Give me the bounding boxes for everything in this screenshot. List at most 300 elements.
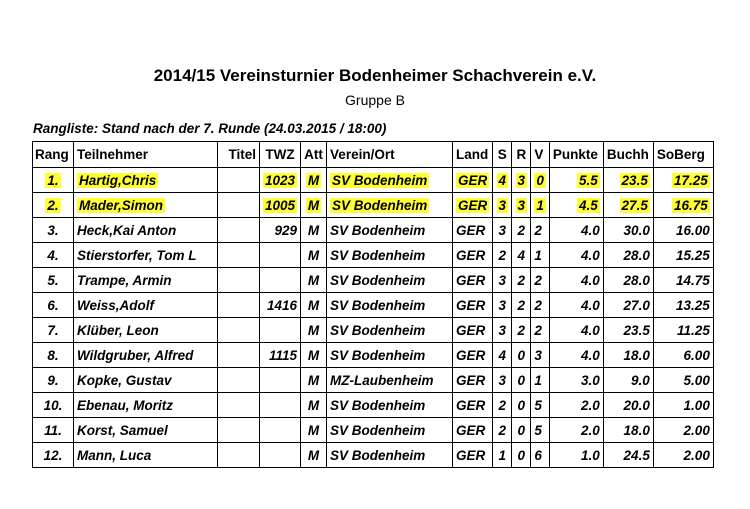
standings-table xyxy=(32,141,714,468)
cell-twz-text: 1005 xyxy=(265,197,296,213)
cell-v xyxy=(531,293,550,318)
cell-soberg xyxy=(653,393,713,418)
cell-buchh xyxy=(603,318,653,343)
cell-titel xyxy=(218,218,260,243)
cell-soberg xyxy=(653,343,713,368)
cell-r xyxy=(512,243,531,268)
cell-buchh-text: 24.5 xyxy=(623,447,650,463)
cell-titel xyxy=(218,343,260,368)
table-row xyxy=(33,368,714,393)
cell-titel xyxy=(218,443,260,468)
cell-land xyxy=(453,318,493,343)
cell-verein-text: SV Bodenheim xyxy=(332,172,428,188)
cell-rang-text: 9. xyxy=(47,372,59,388)
cell-titel xyxy=(218,168,260,193)
cell-verein xyxy=(327,393,453,418)
cell-s-text: 4 xyxy=(498,347,507,363)
cell-v xyxy=(531,218,550,243)
cell-twz xyxy=(260,343,301,368)
cell-s-text: 4 xyxy=(498,172,507,188)
col-header-titel: Titel xyxy=(218,142,260,168)
cell-soberg-text: 5.00 xyxy=(683,372,710,388)
cell-verein-text: SV Bodenheim xyxy=(330,397,426,413)
cell-verein-text: SV Bodenheim xyxy=(330,222,426,238)
cell-att-text: M xyxy=(307,197,320,213)
cell-r xyxy=(512,368,531,393)
cell-att xyxy=(301,268,327,293)
cell-verein-text: SV Bodenheim xyxy=(330,347,426,363)
cell-v-text: 2 xyxy=(534,297,542,313)
cell-punkte-text: 4.0 xyxy=(581,297,600,313)
cell-rang-text: 11. xyxy=(44,422,62,438)
cell-twz xyxy=(260,318,301,343)
cell-land xyxy=(453,168,493,193)
cell-rang-text: 3. xyxy=(47,222,59,238)
cell-land-text: GER xyxy=(458,172,488,188)
cell-titel xyxy=(218,243,260,268)
cell-v xyxy=(531,193,550,218)
cell-name xyxy=(74,443,218,468)
cell-twz xyxy=(260,268,301,293)
cell-rang xyxy=(33,418,74,443)
cell-buchh-text: 28.0 xyxy=(623,247,650,263)
cell-twz-text: 1115 xyxy=(269,347,298,363)
cell-verein xyxy=(327,293,453,318)
cell-rang xyxy=(33,218,74,243)
table-row xyxy=(33,418,714,443)
cell-v-text: 3 xyxy=(534,347,542,363)
cell-rang xyxy=(33,243,74,268)
col-header-land: Land xyxy=(453,142,493,168)
cell-titel xyxy=(218,193,260,218)
group-label: Gruppe B xyxy=(345,92,405,108)
cell-att xyxy=(301,243,327,268)
cell-verein xyxy=(327,418,453,443)
cell-name-text: Korst, Samuel xyxy=(77,422,168,438)
cell-name-text: Weiss,Adolf xyxy=(77,297,155,313)
table-row xyxy=(33,318,714,343)
cell-r xyxy=(512,218,531,243)
cell-twz xyxy=(260,443,301,468)
cell-land xyxy=(453,443,493,468)
cell-rang xyxy=(33,168,74,193)
cell-soberg-text: 2.00 xyxy=(683,422,710,438)
cell-punkte xyxy=(549,293,603,318)
cell-verein xyxy=(327,243,453,268)
cell-punkte xyxy=(549,168,603,193)
cell-name xyxy=(74,393,218,418)
cell-s xyxy=(493,318,512,343)
cell-r xyxy=(512,443,531,468)
cell-att-text: M xyxy=(307,447,320,463)
cell-land-text: GER xyxy=(456,397,486,413)
cell-verein xyxy=(327,343,453,368)
cell-att xyxy=(301,218,327,243)
cell-soberg-text: 17.25 xyxy=(674,172,708,188)
cell-name xyxy=(74,218,218,243)
cell-r xyxy=(512,343,531,368)
cell-buchh xyxy=(603,443,653,468)
col-header-r: R xyxy=(512,142,531,168)
cell-r-text: 0 xyxy=(517,422,526,438)
cell-v-text: 2 xyxy=(534,272,542,288)
cell-punkte-text: 4.0 xyxy=(581,272,600,288)
cell-v-text: 1 xyxy=(534,247,542,263)
cell-buchh-text: 18.0 xyxy=(623,422,650,438)
col-header-teilnehmer: Teilnehmer xyxy=(74,142,218,168)
cell-punkte-text: 4.5 xyxy=(579,197,598,213)
cell-name xyxy=(74,243,218,268)
cell-att xyxy=(301,443,327,468)
cell-land-text: GER xyxy=(456,447,486,463)
cell-name-text: Heck,Kai Anton xyxy=(77,222,177,238)
cell-name-text: Trampe, Armin xyxy=(77,272,172,288)
cell-name-text: Mader,Simon xyxy=(79,197,164,213)
cell-punkte xyxy=(549,393,603,418)
cell-punkte-text: 2.0 xyxy=(581,422,600,438)
cell-name-text: Hartig,Chris xyxy=(79,172,157,188)
cell-v xyxy=(531,168,550,193)
col-header-soberg: SoBerg xyxy=(653,142,713,168)
cell-v xyxy=(531,418,550,443)
cell-soberg-text: 6.00 xyxy=(683,347,710,363)
cell-r xyxy=(512,318,531,343)
cell-name xyxy=(74,168,218,193)
cell-verein xyxy=(327,443,453,468)
cell-r-text: 3 xyxy=(517,172,526,188)
cell-verein-text: SV Bodenheim xyxy=(330,322,426,338)
cell-punkte-text: 4.0 xyxy=(581,347,600,363)
cell-land xyxy=(453,293,493,318)
cell-titel xyxy=(218,418,260,443)
cell-punkte xyxy=(549,193,603,218)
cell-v-text: 1 xyxy=(536,197,544,213)
cell-buchh-text: 28.0 xyxy=(623,272,650,288)
col-header-punkte: Punkte xyxy=(549,142,603,168)
cell-rang-text: 2. xyxy=(47,197,59,213)
cell-att-text: M xyxy=(307,222,320,238)
cell-rang xyxy=(33,318,74,343)
cell-att xyxy=(301,318,327,343)
cell-punkte xyxy=(549,218,603,243)
cell-att-text: M xyxy=(307,297,320,313)
cell-verein xyxy=(327,218,453,243)
cell-rang xyxy=(33,268,74,293)
cell-punkte xyxy=(549,243,603,268)
cell-soberg-text: 13.25 xyxy=(676,297,710,313)
cell-soberg xyxy=(653,368,713,393)
cell-name xyxy=(74,418,218,443)
cell-name-text: Wildgruber, Alfred xyxy=(77,347,194,363)
cell-soberg xyxy=(653,293,713,318)
cell-name xyxy=(74,293,218,318)
cell-att xyxy=(301,393,327,418)
col-header-s: S xyxy=(493,142,512,168)
cell-buchh xyxy=(603,193,653,218)
cell-name-text: Stierstorfer, Tom L xyxy=(77,247,197,263)
cell-att-text: M xyxy=(307,347,320,363)
cell-att xyxy=(301,293,327,318)
cell-att xyxy=(301,368,327,393)
cell-buchh xyxy=(603,168,653,193)
cell-att xyxy=(301,193,327,218)
cell-s-text: 3 xyxy=(498,372,507,388)
cell-soberg-text: 2.00 xyxy=(683,447,710,463)
cell-soberg xyxy=(653,193,713,218)
cell-rang-text: 7. xyxy=(47,322,59,338)
cell-r-text: 2 xyxy=(517,222,526,238)
cell-buchh xyxy=(603,393,653,418)
cell-land xyxy=(453,193,493,218)
cell-s xyxy=(493,368,512,393)
cell-punkte-text: 4.0 xyxy=(581,247,600,263)
cell-punkte-text: 5.5 xyxy=(579,172,598,188)
cell-land xyxy=(453,343,493,368)
cell-land xyxy=(453,218,493,243)
cell-s xyxy=(493,343,512,368)
cell-rang xyxy=(33,443,74,468)
cell-land-text: GER xyxy=(456,347,486,363)
cell-soberg-text: 16.00 xyxy=(676,222,710,238)
table-row xyxy=(33,293,714,318)
cell-att-text: M xyxy=(307,422,320,438)
cell-buchh xyxy=(603,368,653,393)
cell-buchh xyxy=(603,293,653,318)
cell-att xyxy=(301,418,327,443)
cell-v-text: 5 xyxy=(534,397,542,413)
cell-r-text: 2 xyxy=(517,272,526,288)
table-row xyxy=(33,193,714,218)
cell-punkte-text: 1.0 xyxy=(581,447,600,463)
cell-rang xyxy=(33,193,74,218)
cell-verein xyxy=(327,193,453,218)
cell-verein xyxy=(327,318,453,343)
cell-buchh-text: 27.0 xyxy=(623,297,650,313)
cell-land xyxy=(453,268,493,293)
cell-att-text: M xyxy=(307,397,320,413)
cell-buchh xyxy=(603,243,653,268)
cell-rang-text: 12. xyxy=(43,447,63,463)
cell-v-text: 6 xyxy=(534,447,542,463)
cell-buchh-text: 9.0 xyxy=(631,372,650,388)
cell-soberg xyxy=(653,268,713,293)
cell-r-text: 0 xyxy=(517,347,526,363)
col-header-att: Att xyxy=(301,142,327,168)
cell-twz xyxy=(260,368,301,393)
cell-twz xyxy=(260,193,301,218)
cell-soberg-text: 15.25 xyxy=(676,247,710,263)
cell-land-text: GER xyxy=(456,297,486,313)
cell-buchh xyxy=(603,218,653,243)
cell-s-text: 2 xyxy=(498,247,507,263)
cell-buchh-text: 27.5 xyxy=(621,197,648,213)
cell-s xyxy=(493,393,512,418)
cell-soberg-text: 11.25 xyxy=(677,322,710,338)
cell-v-text: 2 xyxy=(534,222,542,238)
cell-soberg-text: 14.75 xyxy=(676,272,710,288)
cell-punkte xyxy=(549,343,603,368)
standings-body xyxy=(33,168,714,468)
cell-s-text: 3 xyxy=(498,272,507,288)
cell-v-text: 2 xyxy=(534,322,542,338)
col-header-verein: Verein/Ort xyxy=(327,142,453,168)
cell-twz-text: 929 xyxy=(274,222,298,238)
cell-v-text: 0 xyxy=(536,172,544,188)
cell-s xyxy=(493,218,512,243)
cell-punkte xyxy=(549,368,603,393)
cell-rang-text: 8. xyxy=(47,347,59,363)
cell-rang xyxy=(33,368,74,393)
cell-punkte xyxy=(549,443,603,468)
cell-v xyxy=(531,443,550,468)
col-header-buchh: Buchh xyxy=(603,142,653,168)
table-row xyxy=(33,168,714,193)
cell-rang-text: 4. xyxy=(47,247,59,263)
cell-verein-text: SV Bodenheim xyxy=(330,422,426,438)
cell-name xyxy=(74,368,218,393)
cell-v xyxy=(531,343,550,368)
cell-rang xyxy=(33,343,74,368)
col-header-twz: TWZ xyxy=(260,142,301,168)
cell-soberg xyxy=(653,318,713,343)
cell-land xyxy=(453,368,493,393)
cell-twz xyxy=(260,393,301,418)
cell-name-text: Klüber, Leon xyxy=(77,322,159,338)
cell-r xyxy=(512,418,531,443)
cell-s-text: 2 xyxy=(498,422,507,438)
cell-rang-text: 1. xyxy=(47,172,59,188)
cell-name-text: Ebenau, Moritz xyxy=(77,397,174,413)
cell-buchh-text: 30.0 xyxy=(623,222,650,238)
cell-twz-text: 1416 xyxy=(267,297,298,313)
cell-name xyxy=(74,268,218,293)
cell-name-text: Mann, Luca xyxy=(77,447,152,463)
table-row xyxy=(33,443,714,468)
cell-att-text: M xyxy=(307,172,320,188)
cell-land-text: GER xyxy=(456,247,486,263)
cell-soberg xyxy=(653,168,713,193)
cell-v xyxy=(531,318,550,343)
cell-att-text: M xyxy=(307,272,320,288)
cell-name xyxy=(74,343,218,368)
cell-att xyxy=(301,343,327,368)
table-row xyxy=(33,243,714,268)
cell-verein-text: SV Bodenheim xyxy=(330,247,426,263)
cell-punkte-text: 4.0 xyxy=(581,322,600,338)
cell-buchh-text: 20.0 xyxy=(623,397,650,413)
cell-punkte xyxy=(549,268,603,293)
cell-land xyxy=(453,393,493,418)
cell-titel xyxy=(218,368,260,393)
cell-soberg xyxy=(653,443,713,468)
cell-r-text: 4 xyxy=(517,247,526,263)
cell-att-text: M xyxy=(307,372,320,388)
cell-land-text: GER xyxy=(456,222,486,238)
cell-r xyxy=(512,168,531,193)
cell-r xyxy=(512,393,531,418)
cell-verein xyxy=(327,368,453,393)
cell-buchh xyxy=(603,268,653,293)
cell-s xyxy=(493,293,512,318)
cell-att xyxy=(301,168,327,193)
cell-titel xyxy=(218,318,260,343)
cell-soberg xyxy=(653,418,713,443)
cell-land-text: GER xyxy=(456,372,486,388)
cell-titel xyxy=(218,268,260,293)
cell-soberg xyxy=(653,218,713,243)
cell-buchh-text: 23.5 xyxy=(621,172,648,188)
cell-land xyxy=(453,418,493,443)
col-header-v: V xyxy=(531,142,550,168)
cell-r-text: 3 xyxy=(517,197,526,213)
cell-verein-text: SV Bodenheim xyxy=(330,297,426,313)
cell-s xyxy=(493,443,512,468)
cell-rang-text: 6. xyxy=(47,297,59,313)
cell-soberg-text: 1.00 xyxy=(683,397,710,413)
cell-s xyxy=(493,418,512,443)
cell-punkte-text: 2.0 xyxy=(581,397,600,413)
cell-buchh-text: 23.5 xyxy=(623,322,650,338)
table-row xyxy=(33,343,714,368)
cell-twz xyxy=(260,243,301,268)
cell-land xyxy=(453,243,493,268)
cell-land-text: GER xyxy=(458,197,488,213)
cell-s xyxy=(493,268,512,293)
col-header-rang: Rang xyxy=(33,142,74,168)
cell-twz-text: 1023 xyxy=(265,172,296,188)
cell-punkte xyxy=(549,318,603,343)
standings-subtitle: Rangliste: Stand nach der 7. Runde (24.03.2015 / 18:00) xyxy=(33,121,387,136)
cell-s xyxy=(493,243,512,268)
cell-soberg-text: 16.75 xyxy=(674,197,708,213)
cell-r-text: 0 xyxy=(517,447,526,463)
cell-r-text: 0 xyxy=(517,397,526,413)
cell-s xyxy=(493,193,512,218)
cell-verein xyxy=(327,268,453,293)
cell-v xyxy=(531,393,550,418)
cell-r xyxy=(512,268,531,293)
cell-rang-text: 5. xyxy=(47,272,59,288)
cell-titel xyxy=(218,293,260,318)
cell-twz xyxy=(260,168,301,193)
cell-buchh-text: 18.0 xyxy=(623,347,650,363)
table-row xyxy=(33,393,714,418)
cell-punkte-text: 3.0 xyxy=(581,372,600,388)
cell-verein-text: SV Bodenheim xyxy=(330,447,426,463)
cell-r-text: 2 xyxy=(517,322,526,338)
page-title: 2014/15 Vereinsturnier Bodenheimer Schachverein e.V. xyxy=(153,66,597,85)
cell-land-text: GER xyxy=(456,322,486,338)
cell-twz xyxy=(260,293,301,318)
cell-rang xyxy=(33,393,74,418)
cell-punkte xyxy=(549,418,603,443)
table-row xyxy=(33,268,714,293)
cell-r-text: 2 xyxy=(517,297,526,313)
cell-att-text: M xyxy=(307,322,320,338)
cell-twz xyxy=(260,418,301,443)
cell-att-text: M xyxy=(307,247,320,263)
cell-s-text: 3 xyxy=(498,197,507,213)
table-header-row xyxy=(33,142,714,168)
cell-twz xyxy=(260,218,301,243)
cell-v xyxy=(531,268,550,293)
cell-s-text: 3 xyxy=(498,297,507,313)
cell-v-text: 1 xyxy=(534,372,542,388)
cell-s-text: 1 xyxy=(498,447,507,463)
cell-name xyxy=(74,193,218,218)
cell-verein-text: MZ-Laubenheim xyxy=(330,372,434,388)
cell-s-text: 3 xyxy=(498,222,507,238)
